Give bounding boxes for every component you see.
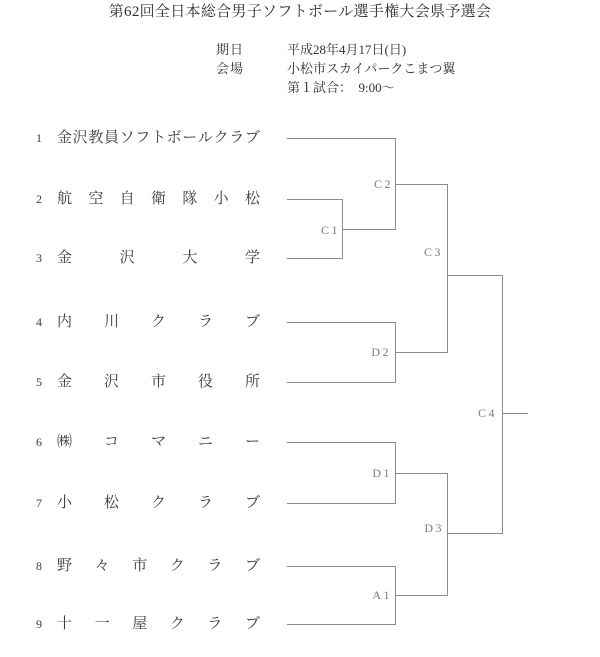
venue-value: 小松市スカイパークこまつ翼: [287, 61, 456, 76]
match-d3-winner-line: [447, 533, 503, 534]
team-seed: 4: [36, 315, 42, 329]
match-d2-winner-line: [395, 352, 448, 353]
match-c4-winner-line: [502, 413, 528, 414]
team-seed: 9: [36, 617, 42, 631]
match-a1-winner-line: [395, 595, 448, 596]
team-name: 小 松 ク ラ ブ: [57, 495, 260, 511]
match-c3-vertical: [447, 184, 448, 353]
team-line-8: [287, 566, 395, 567]
match-d3-vertical: [447, 473, 448, 596]
team-name: 野 々 市 ク ラ ブ: [57, 558, 260, 574]
team-line-2: [287, 199, 342, 200]
team-name: 十 一 屋 ク ラ ブ: [57, 616, 260, 632]
team-seed: 1: [36, 131, 42, 145]
match-label-c4: C4: [477, 406, 497, 420]
team-line-9: [287, 624, 395, 625]
team-line-6: [287, 442, 395, 443]
team-seed: 6: [36, 435, 42, 449]
team-seed: 2: [36, 192, 42, 206]
team-name: ㈱ コ マ ニ ー: [57, 434, 260, 450]
team-line-4: [287, 322, 395, 323]
match-label-c1: C1: [320, 223, 340, 237]
match-label-a1: A1: [372, 588, 392, 602]
team-name: 金 沢 教 員 ソ フ ト ボ ー ル ク ラ ブ: [57, 130, 260, 146]
first-game-time: 第１試合： 9:00～: [287, 80, 395, 95]
match-c2-winner-line: [395, 184, 448, 185]
match-c1-winner-line: [342, 229, 395, 230]
venue-label: 会場: [216, 61, 245, 76]
date-label: 期日: [216, 42, 245, 57]
team-name: 金 沢 市 役 所: [57, 374, 260, 390]
team-line-5: [287, 382, 395, 383]
match-label-d3: D3: [424, 521, 444, 535]
team-seed: 5: [36, 375, 42, 389]
team-name: 内 川 ク ラ ブ: [57, 314, 260, 330]
team-name: 金 沢 大 学: [57, 250, 260, 266]
team-line-1: [287, 138, 395, 139]
match-label-c3: C3: [423, 245, 443, 259]
team-seed: 3: [36, 251, 42, 265]
page-title: 第62回全日本総合男子ソフトボール選手権大会県予選会: [108, 4, 492, 20]
team-line-7: [287, 503, 395, 504]
match-c3-winner-line: [447, 275, 503, 276]
team-line-3: [287, 258, 342, 259]
team-seed: 7: [36, 496, 42, 510]
match-c4-vertical: [502, 275, 503, 534]
team-seed: 8: [36, 559, 42, 573]
team-name: 航 空 自 衛 隊 小 松: [57, 191, 260, 207]
match-label-c2: C2: [373, 177, 393, 191]
date-value: 平成28年4月17日(日): [287, 42, 407, 57]
match-d1-winner-line: [395, 473, 448, 474]
match-label-d1: D1: [372, 466, 392, 480]
match-label-d2: D2: [371, 345, 391, 359]
